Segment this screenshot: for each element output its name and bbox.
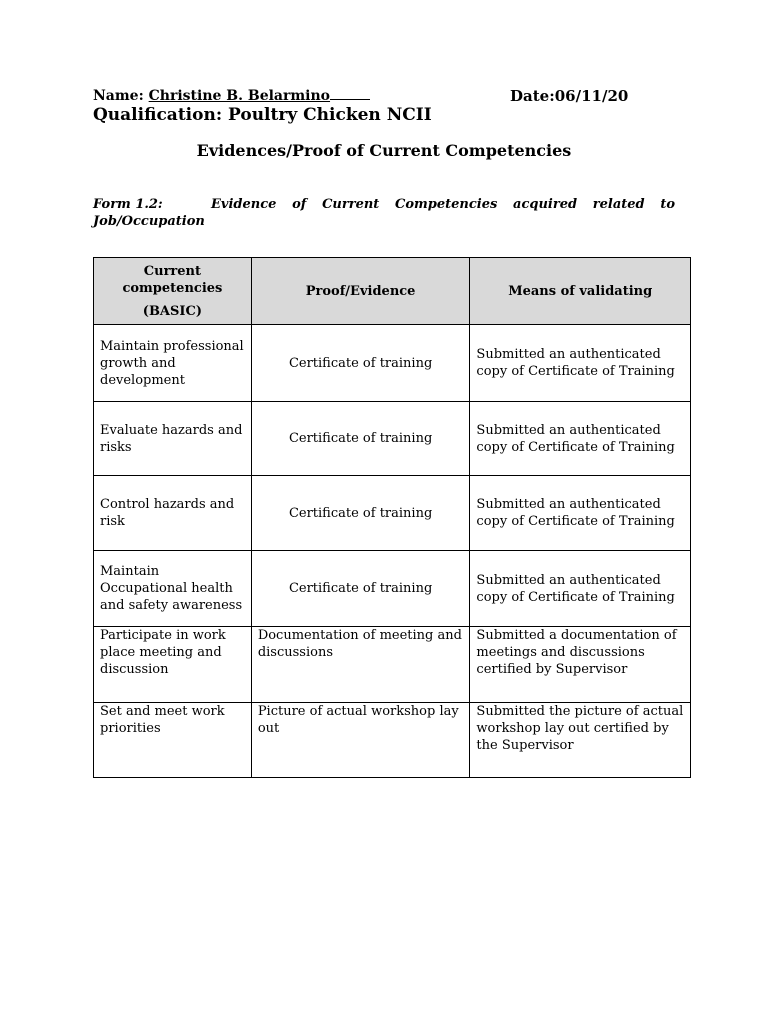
form-text: Evidence of Current Competencies acquired related to Job/Occupation <box>93 197 675 229</box>
table-row <box>94 325 691 402</box>
name-value: Christine B. Belarmino <box>148 88 331 104</box>
cell-means: Submitted an authenticated copy of Certificate of Training <box>470 402 691 476</box>
cell-proof: Picture of actual workshop lay out <box>251 703 470 778</box>
cell-proof: Certificate of training <box>251 551 470 627</box>
cell-competency: Maintain professional growth and development <box>94 325 252 402</box>
header-competencies-label: Current competencies <box>122 263 223 296</box>
cell-means: Submitted an authenticated copy of Certificate of Training <box>470 325 691 402</box>
table-row <box>94 627 691 703</box>
cell-competency: Participate in work place meeting and discussion <box>94 627 252 703</box>
cell-means: Submitted an authenticated copy of Certificate of Training <box>470 551 691 627</box>
name-field <box>93 87 370 104</box>
table-header-row <box>94 258 691 325</box>
date-field <box>510 87 628 105</box>
competencies-table <box>93 257 691 778</box>
date-label: Date: <box>510 87 555 105</box>
table-row <box>94 402 691 476</box>
table-row <box>94 703 691 778</box>
cell-competency: Maintain Occupational health and safety awareness <box>94 551 252 627</box>
cell-proof: Documentation of meeting and discussions <box>251 627 470 703</box>
name-label: Name: <box>93 88 144 104</box>
table-row <box>94 551 691 627</box>
table-row <box>94 476 691 551</box>
cell-proof: Certificate of training <box>251 476 470 551</box>
cell-competency: Set and meet work priorities <box>94 703 252 778</box>
page-title: Evidences/Proof of Current Competencies <box>196 141 572 160</box>
cell-competency: Evaluate hazards and risks <box>94 402 252 476</box>
date-value: 06/11/20 <box>554 87 629 105</box>
cell-competency: Control hazards and risk <box>94 476 252 551</box>
form-description <box>93 196 675 230</box>
cell-means: Submitted an authenticated copy of Certificate of Training <box>470 476 691 551</box>
cell-proof: Certificate of training <box>251 325 470 402</box>
qualification: Qualification: Poultry Chicken NCII <box>93 105 432 125</box>
header-proof: Proof/Evidence <box>251 258 470 325</box>
cell-means: Submitted a documentation of meetings and discussions certified by Supervisor <box>470 627 691 703</box>
header-competencies-sub: (BASIC) <box>142 303 202 319</box>
name-underline <box>330 87 370 100</box>
cell-means: Submitted the picture of actual workshop lay out certified by the Supervisor <box>470 703 691 778</box>
header-row <box>93 87 683 107</box>
header-means: Means of validating <box>470 258 691 325</box>
form-label: Form 1.2: <box>93 197 163 212</box>
cell-proof: Certificate of training <box>251 402 470 476</box>
header-competencies <box>94 258 252 325</box>
